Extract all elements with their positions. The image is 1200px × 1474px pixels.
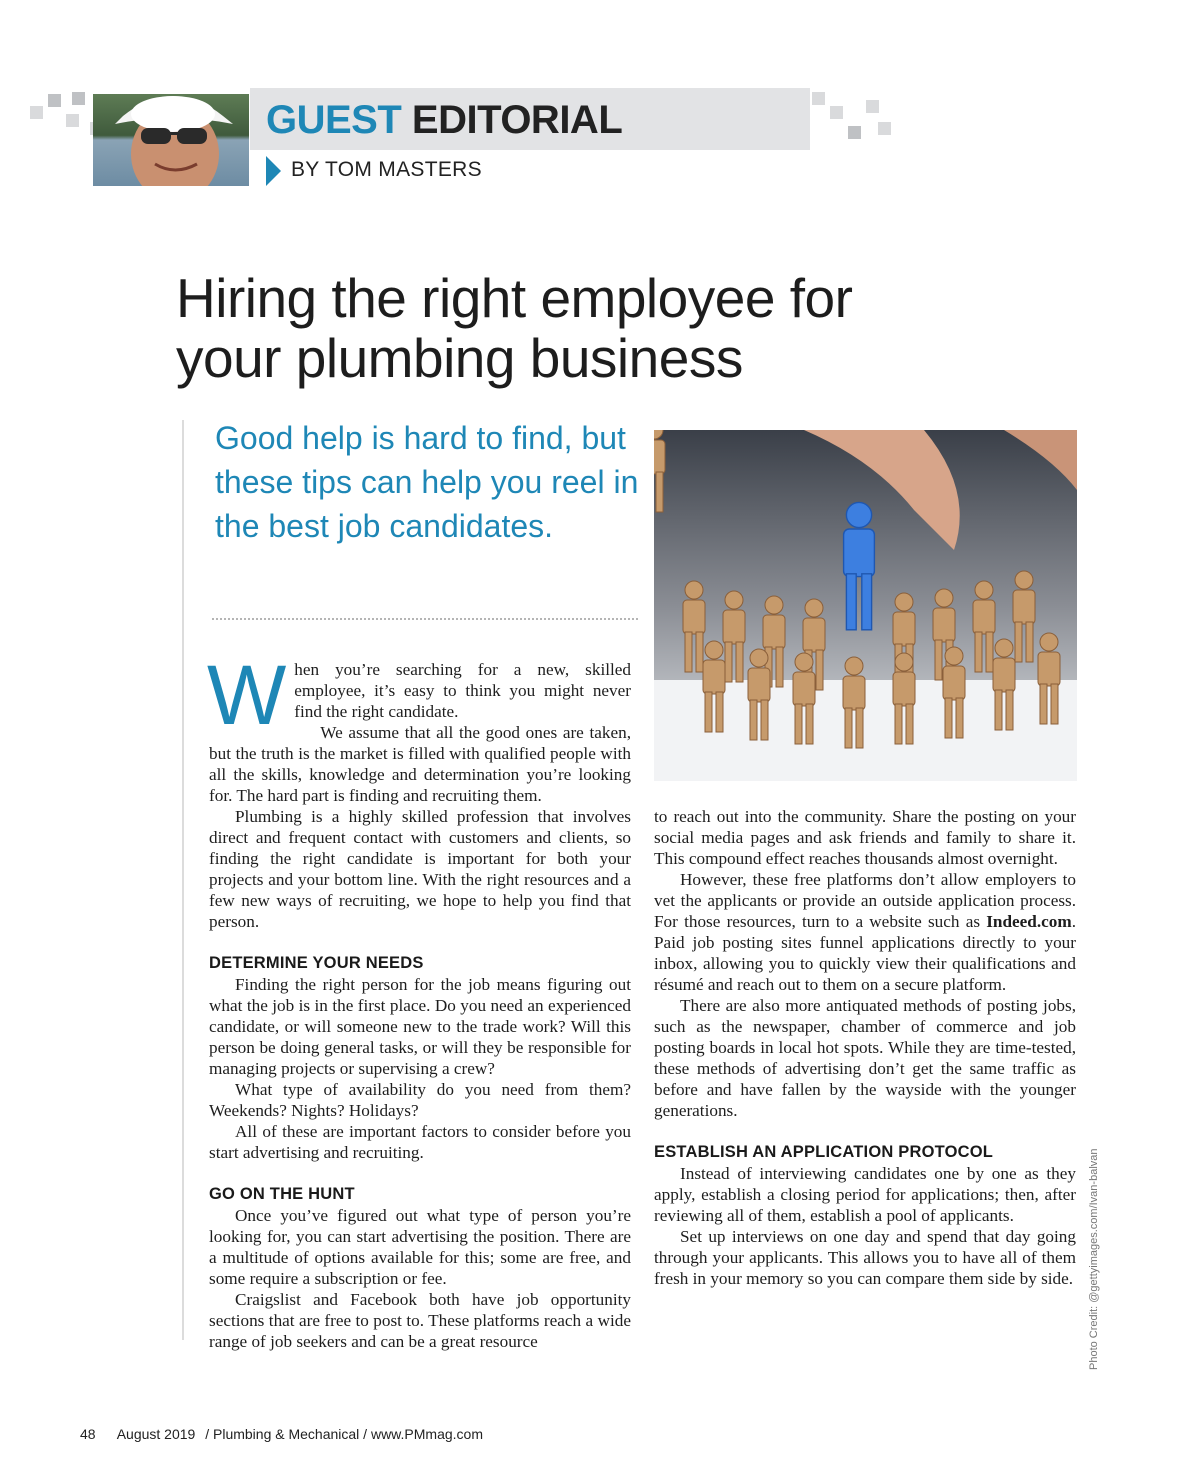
spacer (654, 1121, 1076, 1142)
column-2 (654, 806, 1076, 1289)
photo-credit: Photo Credit: @gettyimages.com/Ivan-balvan (1088, 1148, 1100, 1370)
column-1 (207, 648, 631, 1352)
section-kicker (266, 93, 622, 147)
body-paragraph: What type of availability do you need from them? Weekends? Nights? Holidays? (209, 1080, 631, 1120)
body-paragraph: Craigslist and Facebook both have job opportunity sections that are free to post to. These platforms reach a wide range of job seekers and can be a great resource (209, 1290, 631, 1351)
article-photo (654, 430, 1077, 781)
p2-end: . Paid job posting sites funnel applications directly to your inbox, allowing you to quickly view their qualifications and résumé and reach out to them on a secure platform. (654, 912, 1076, 994)
article-deck: Good help is hard to find, but these tips can help you reel in the best job candidates. (215, 420, 639, 544)
body-paragraph: There are also more antiquated methods of posting jobs, such as the newspaper, chamber of commerce and job posting boards in local hot spots. While they are time-tested, these methods of advertising don’t get the same traffic as before and have fallen by the wayside with the younger generations. (654, 996, 1076, 1120)
intro-text: hen you’re searching for a new, skilled employee, it’s easy to think you might never find the right candidate. (294, 660, 631, 721)
dotted-divider (212, 618, 638, 620)
spacer (209, 1163, 631, 1184)
body-paragraph: We assume that all the good ones are taken, but the truth is the market is filled with qualified people with all the skills, knowledge and determination you’re looking for. The hard part is finding and recruiting them. (209, 723, 631, 805)
body-paragraph (654, 869, 1076, 995)
indeed-link[interactable]: Indeed.com (986, 912, 1072, 931)
body-paragraph: All of these are important factors to consider before you start advertising and recruiting. (209, 1122, 631, 1162)
subhead-determine-needs: DETERMINE YOUR NEEDS (209, 954, 424, 972)
title-line-2: your plumbing business (176, 327, 743, 389)
publication-info: / Plumbing & Mechanical / www.PMmag.com (205, 1426, 483, 1442)
kicker-main: EDITORIAL (411, 98, 623, 142)
spacer (209, 932, 631, 953)
body-paragraph: to reach out into the community. Share the posting on your social media pages and ask friends and family to share it. This compound effect reaches thousands almost overnight. (654, 807, 1076, 868)
title-line-1: Hiring the right employee for (176, 267, 853, 329)
deck-rule (182, 420, 184, 1340)
body-paragraph: Set up interviews on one day and spend that day going through your applicants. This allows you to have all of them fresh in your memory so you can compare them side by side. (654, 1227, 1076, 1288)
p2-start: However, these free platforms don’t allow employers to vet the applicants or provide an outside application process. For those resources, turn to a website such as (654, 870, 1076, 931)
page-footer (80, 1426, 501, 1442)
subhead-application-protocol: ESTABLISH AN APPLICATION PROTOCOL (654, 1143, 994, 1161)
drop-cap: W (207, 648, 287, 742)
body-paragraph: Plumbing is a highly skilled profession that involves direct and frequent contact with customers and clients, so finding the right candidate is important for both your projects and your bottom line. With the right resources and a few new ways of recruiting, we hope to help you find that person. (209, 807, 631, 931)
kicker-accent: GUEST (266, 98, 402, 142)
author-photo (93, 94, 249, 186)
body-paragraph: Once you’ve figured out what type of person you’re looking for, you can start advertising the position. There are a multitude of options available for this; some are free, and some require a subscription or fee. (209, 1206, 631, 1288)
issue-date: August 2019 (116, 1426, 196, 1442)
page-number: 48 (80, 1426, 96, 1442)
body-paragraph: Instead of interviewing candidates one by one as they apply, establish a closing period for applications; then, after reviewing all of them, establish a pool of applicants. (654, 1164, 1076, 1225)
body-paragraph: Finding the right person for the job means figuring out what the job is in the first place. Do you need an experienced candidate, or will someone new to the trade work? Will this person be doing general tasks, or will they be responsible for managing projects or supervising a crew? (209, 975, 631, 1078)
article-title (176, 268, 1116, 388)
subhead-go-on-the-hunt: GO ON THE HUNT (209, 1185, 355, 1203)
intro-paragraph (207, 648, 631, 742)
byline-triangle-icon (266, 156, 281, 186)
byline: BY TOM MASTERS (291, 158, 482, 181)
